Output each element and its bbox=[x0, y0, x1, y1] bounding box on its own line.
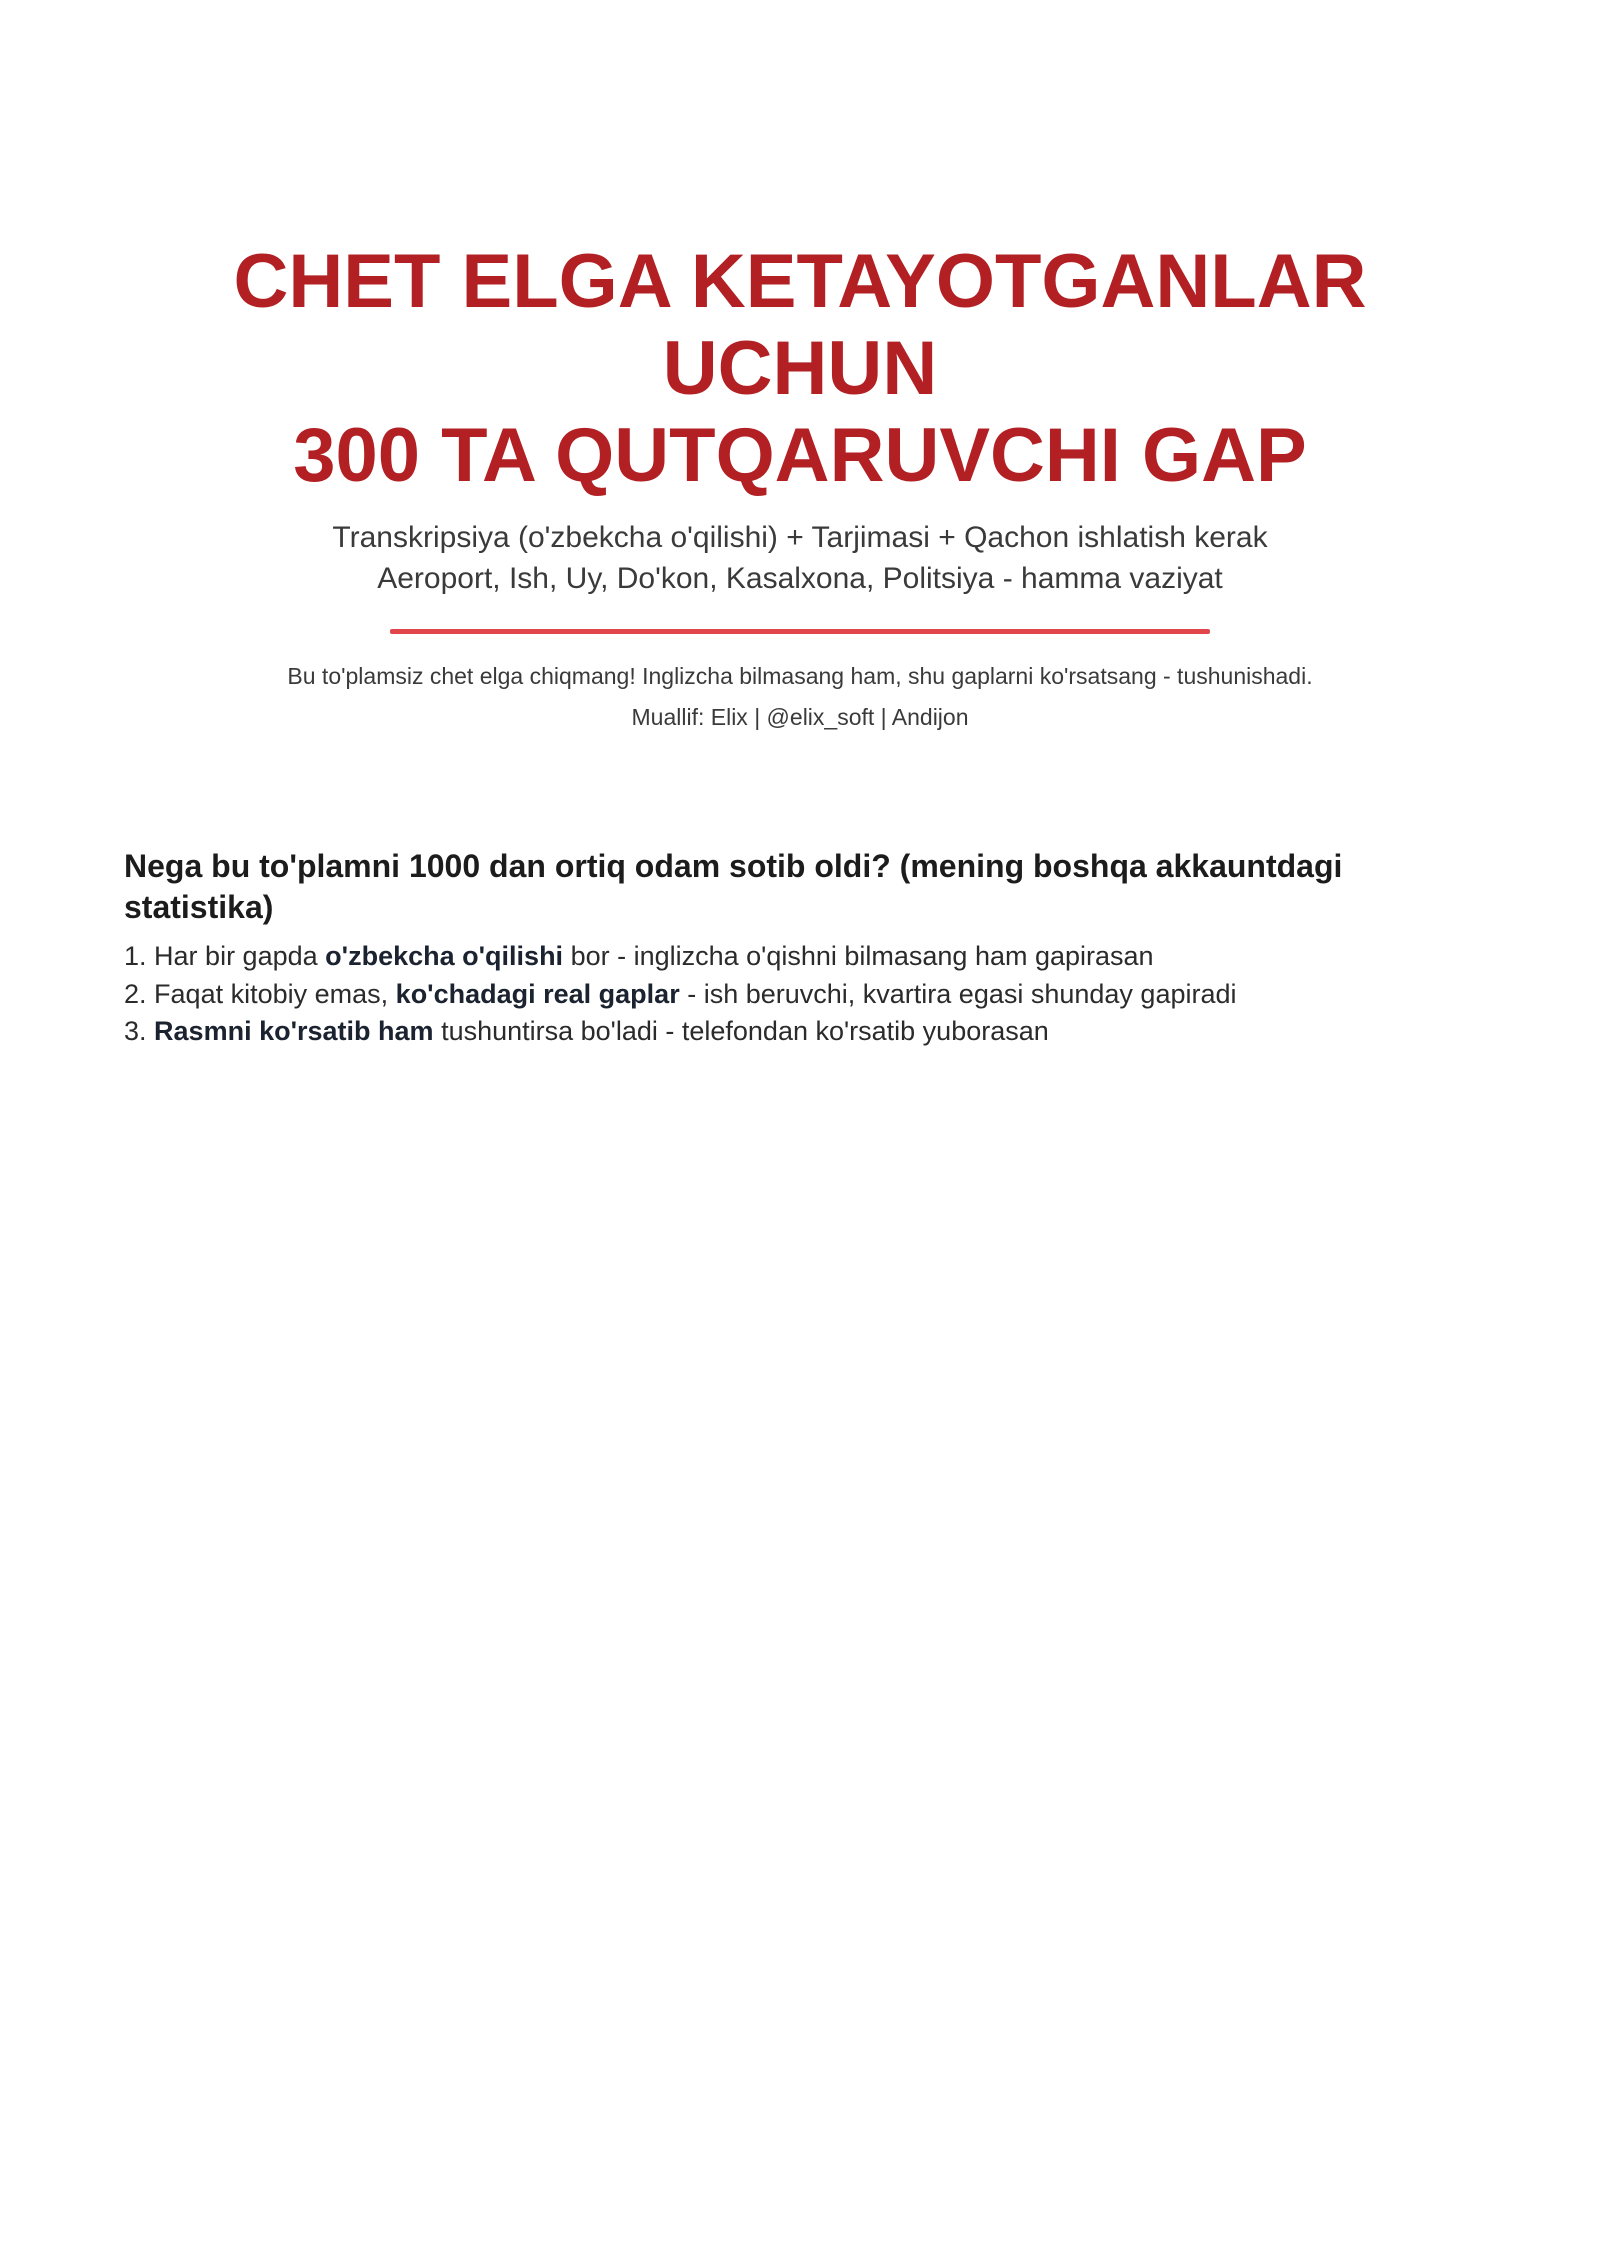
title-line-1: CHET ELGA KETAYOTGANLAR bbox=[233, 239, 1367, 324]
title-divider bbox=[390, 629, 1210, 634]
section-heading: Nega bu to'plamni 1000 dan ortiq odam sotib oldi? (mening boshqa akkauntdagi statistika) bbox=[124, 848, 1343, 925]
title-line-3: 300 TA QUTQARUVCHI GAP bbox=[293, 413, 1307, 498]
page-title bbox=[0, 238, 1600, 499]
header bbox=[0, 238, 1600, 738]
author-line: Muallif: Elix | @elix_soft | Andijon bbox=[631, 704, 969, 730]
reasons-list bbox=[124, 938, 1424, 1051]
list-item-text-after: tushuntirsa bo'ladi - telefondan ko'rsatib yuborasan bbox=[441, 1016, 1049, 1046]
list-item-text-after: - ish beruvchi, kvartira egasi shunday gapiradi bbox=[687, 978, 1237, 1009]
list-item-number: 3. bbox=[124, 1016, 147, 1046]
subtitle bbox=[0, 517, 1600, 599]
why-section bbox=[124, 846, 1424, 1051]
warning-note: Bu to'plamsiz chet elga chiqmang! Inglizcha bilmasang ham, shu gaplarni ko'rsatsang - tushunishadi. bbox=[287, 663, 1313, 689]
subtitle-line-2: Aeroport, Ish, Uy, Do'kon, Kasalxona, Politsiya - hamma vaziyat bbox=[377, 562, 1223, 595]
list-item-highlight: o'zbekcha o'qilishi bbox=[325, 941, 564, 971]
list-item bbox=[124, 938, 1424, 976]
list-item-number: 1. bbox=[124, 941, 147, 971]
title-line-2: UCHUN bbox=[662, 326, 938, 411]
subtitle-line-1: Transkripsiya (o'zbekcha o'qilishi) + Tarjimasi + Qachon ishlatish kerak bbox=[332, 521, 1268, 554]
intro-note bbox=[0, 656, 1600, 738]
list-item bbox=[124, 1013, 1424, 1051]
list-item bbox=[124, 976, 1424, 1014]
list-item-text-before: Faqat kitobiy emas, bbox=[154, 978, 389, 1009]
list-item-text-after: bor - inglizcha o'qishni bilmasang ham gapirasan bbox=[570, 941, 1154, 971]
list-item-highlight: ko'chadagi real gaplar bbox=[395, 978, 680, 1009]
list-item-number: 2. bbox=[124, 978, 147, 1009]
list-item-text-before: Har bir gapda bbox=[154, 941, 318, 971]
list-item-highlight: Rasmni ko'rsatib ham bbox=[154, 1016, 434, 1046]
